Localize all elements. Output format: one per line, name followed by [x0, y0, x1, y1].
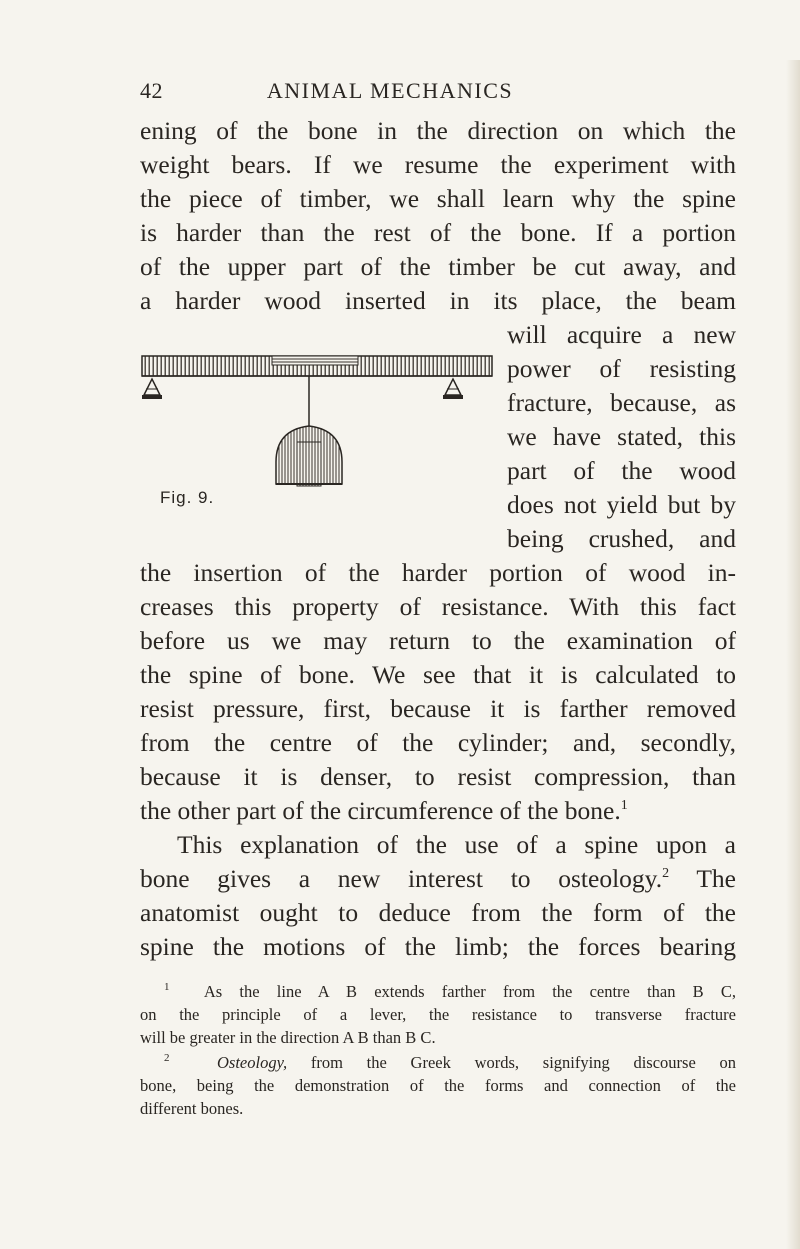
wrap-line: part of the wood	[507, 456, 736, 485]
wrap-line: we have stated, this	[507, 422, 736, 451]
body-line: from the centre of the cylinder; and, secondly,	[140, 728, 736, 757]
footnote-2-line	[140, 1051, 736, 1074]
wrap-line: will acquire a new	[507, 320, 736, 349]
footnote-marker-2: 2	[164, 1051, 170, 1064]
page-number: 42	[140, 78, 163, 103]
right-support	[445, 379, 461, 395]
body-line: the spine of bone. We see that it is calculated to	[140, 660, 736, 689]
body-line: is harder than the rest of the bone. If a portion	[140, 218, 736, 247]
wrap-line: power of resisting	[507, 354, 736, 383]
body-text: The	[669, 864, 737, 893]
footnote-ref-1[interactable]: 1	[620, 797, 628, 813]
page-edge-shadow	[786, 60, 800, 1249]
body-line-with-note	[140, 862, 736, 896]
body-line: anatomist ought to deduce from the form of the	[140, 898, 736, 927]
footnote-line: different bones.	[140, 1099, 244, 1118]
left-support	[144, 379, 160, 395]
wrap-line: being crushed, and	[507, 524, 736, 553]
footnote-line: on the principle of a lever, the resistance to transverse fracture	[140, 1005, 736, 1024]
body-text: bone gives a new interest to osteology.	[140, 864, 663, 893]
wrap-line: fracture, because, as	[507, 388, 736, 417]
body-line: because it is denser, to resist compression, than	[140, 762, 736, 791]
body-line: weight bears. If we resume the experiment with	[140, 150, 736, 179]
footnote-1-line	[140, 980, 736, 1003]
footnote-line: will be greater in the direction A B than B C.	[140, 1028, 436, 1047]
footnote-term: Osteology,	[216, 1053, 288, 1072]
paragraph-end-line	[140, 794, 736, 828]
inserted-hard-wood	[272, 356, 358, 365]
paragraph-end-text: the other part of the circumference of the bone.	[140, 796, 621, 825]
body-line: This explanation of the use of a spine upon a	[177, 830, 736, 859]
body-line: a harder wood inserted in its place, the beam	[140, 286, 736, 315]
footnote-line: bone, being the demonstration of the forms and connection of the	[140, 1076, 736, 1095]
body-line: of the upper part of the timber be cut away, and	[140, 252, 736, 281]
figure-caption: Fig. 9.	[160, 488, 215, 507]
footnote-marker-1: 1	[164, 980, 170, 993]
footnote-text: As the line A B extends farther from the centre than B C,	[203, 982, 736, 1001]
body-line: spine the motions of the limb; the forces bearing	[140, 932, 736, 961]
body-line: the insertion of the harder portion of wood in-	[140, 558, 736, 587]
body-line: resist pressure, first, because it is farther removed	[140, 694, 736, 723]
page-header	[140, 78, 640, 108]
footnote-ref-2[interactable]: 2	[662, 865, 670, 881]
body-line: the piece of timber, we shall learn why the spine	[140, 184, 736, 213]
body-line: ening of the bone in the direction on which the	[140, 116, 736, 145]
running-head: ANIMAL MECHANICS	[266, 78, 514, 103]
footnote-text: from the Greek words, signifying discourse on	[287, 1053, 737, 1072]
body-line: creases this property of resistance. With this fact	[140, 592, 736, 621]
body-line: before us we may return to the examination of	[140, 626, 736, 655]
wrap-line: does not yield but by	[507, 490, 736, 519]
